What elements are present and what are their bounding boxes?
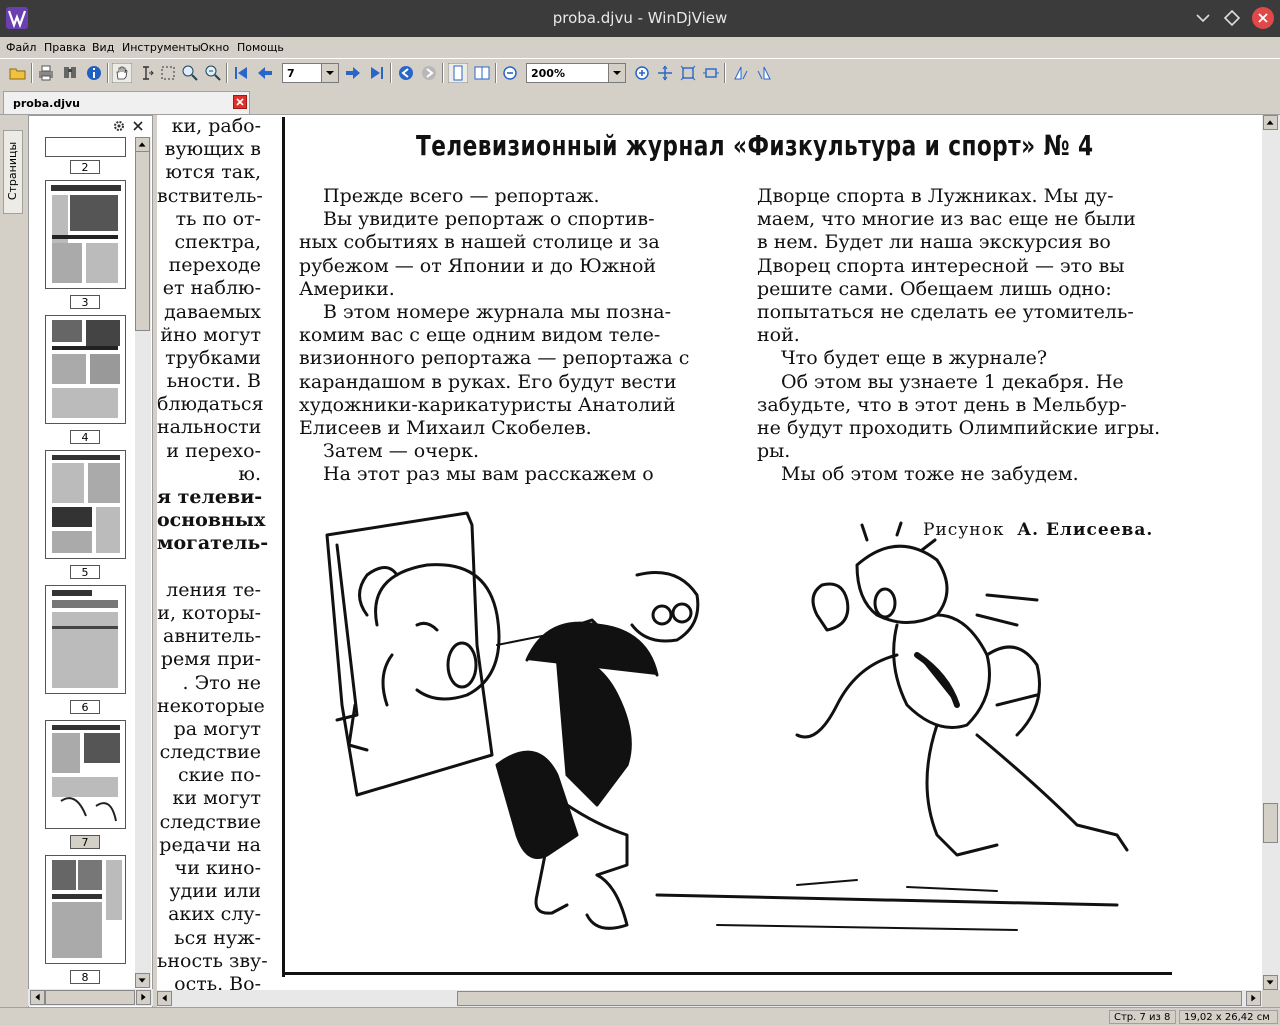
zoom-out-icon[interactable] <box>500 63 520 83</box>
next-page-icon[interactable] <box>343 63 363 83</box>
zoom-rect-icon[interactable] <box>203 63 223 83</box>
maximize-icon[interactable] <box>1222 8 1242 28</box>
page-thumbnail-5[interactable] <box>45 450 126 559</box>
select-area-icon[interactable] <box>158 63 178 83</box>
page-number-label: 6 <box>70 700 100 714</box>
zoom-in-icon[interactable] <box>632 63 652 83</box>
article-line: маем, что многие из вас еще не были <box>757 208 1136 231</box>
previous-column-line: ьности. В <box>166 370 261 393</box>
menu-file[interactable]: Файл <box>6 41 37 54</box>
previous-column-line: спектра, <box>174 230 261 253</box>
page-number-label: 4 <box>70 430 100 444</box>
page-number-label: 3 <box>70 295 100 309</box>
page-number-value: 7 <box>287 67 295 80</box>
previous-column-line: ки могут <box>172 787 261 810</box>
arrow-down-icon <box>136 974 149 987</box>
close-icon <box>1252 7 1274 29</box>
actual-size-icon[interactable] <box>701 63 721 83</box>
thumbnails-scrollbar[interactable] <box>135 137 151 988</box>
status-page: Стр. 7 из 8 <box>1109 1010 1176 1024</box>
page-number-label: 5 <box>70 565 100 579</box>
page-thumbnail-4[interactable] <box>45 315 126 424</box>
tab-pages[interactable] <box>3 130 23 214</box>
article-line: визионного репортажа — репортажа с <box>299 347 690 370</box>
hand-tool-icon[interactable] <box>112 63 132 83</box>
article-line: Дворце спорта в Лужниках. Мы ду- <box>757 185 1114 207</box>
previous-column-line: авнитель- <box>163 625 261 648</box>
article-line: Америки. <box>299 277 395 300</box>
zoom-tool-icon[interactable] <box>180 63 200 83</box>
previous-column-line: вующих в <box>164 138 261 161</box>
article-line: в нем. Будет ли наша экскурсия во <box>757 231 1111 254</box>
title-bar <box>0 0 1280 37</box>
status-page-size: 19,02 x 26,42 см <box>1179 1010 1278 1024</box>
article-line: решите сами. Обещаем лишь одно: <box>757 277 1112 300</box>
previous-column-line: ься нуж- <box>174 926 261 949</box>
article-line: Дворец спорта интересной — это вы <box>757 254 1125 277</box>
page-thumbnail-7[interactable] <box>45 720 126 829</box>
previous-column-line: блюдаться <box>157 393 264 416</box>
article-line: ных событиях в нашей столице и за <box>299 231 660 254</box>
article-column-1 <box>299 185 719 487</box>
previous-column-line: следствие <box>159 810 261 833</box>
scroll-down-button[interactable] <box>1263 975 1278 990</box>
zoom-value: 200% <box>531 67 565 80</box>
zoom-dropdown-button[interactable] <box>608 64 625 82</box>
arrow-left-icon <box>31 991 44 1004</box>
article-line: рубежом — от Японии и до Южной <box>299 254 657 277</box>
info-icon[interactable] <box>84 63 104 83</box>
previous-column-line: трубками <box>165 346 261 369</box>
article-line: комим вас с еще одним видом теле- <box>299 324 661 347</box>
fit-width-icon[interactable] <box>655 63 675 83</box>
zoom-combo[interactable] <box>526 63 626 83</box>
previous-column-line: основных <box>157 509 266 532</box>
open-icon[interactable] <box>8 63 28 83</box>
chevron-down-icon <box>609 64 625 82</box>
arrow-left-icon <box>158 992 171 1005</box>
article-line: художники-карикатуристы Анатолий <box>299 393 676 416</box>
chevron-down-icon <box>322 64 338 82</box>
previous-column-line: . Это не <box>182 671 261 694</box>
scroll-up-button[interactable] <box>1263 115 1278 130</box>
previous-column-line: ость. Во- <box>174 972 261 990</box>
minimize-icon[interactable] <box>1193 8 1213 28</box>
previous-column-line: редачи на <box>159 833 261 856</box>
previous-column-line: ет наблю- <box>162 277 261 300</box>
single-page-icon[interactable] <box>448 63 468 83</box>
illustration-credit: Рисунок А. Елисеева. <box>923 520 1154 540</box>
arrow-down-icon <box>1264 976 1277 989</box>
scroll-right-button[interactable] <box>1246 991 1261 1006</box>
facing-pages-icon[interactable] <box>472 63 492 83</box>
previous-column-line: ские по- <box>178 764 261 787</box>
scroll-thumb[interactable] <box>45 990 135 1005</box>
tab-pages-label: Страницы <box>6 141 19 201</box>
article-column-2 <box>757 185 1177 487</box>
document-horizontal-scrollbar[interactable] <box>157 990 1262 1007</box>
document-view[interactable] <box>157 115 1262 990</box>
article-line: карандашом в руках. Его будут вести <box>299 370 677 393</box>
previous-column-line: могатель- <box>157 532 269 555</box>
bottom-rule <box>282 972 1172 975</box>
article-line: Что будет еще в журнале? <box>781 347 1048 370</box>
cartoon-illustration <box>297 505 1197 965</box>
menu-view[interactable]: Вид <box>92 41 115 54</box>
arrow-right-icon <box>137 991 150 1004</box>
article-line: попытаться не сделать ее утомитель- <box>757 301 1134 324</box>
rotate-left-icon[interactable] <box>731 63 751 83</box>
article-line: Мы об этом тоже не забудем. <box>781 463 1079 486</box>
article-line: Об этом вы узнаете 1 декабря. Не <box>781 370 1124 393</box>
previous-column-line: некоторые <box>157 694 265 717</box>
previous-column-text <box>157 115 267 990</box>
page-number-label: 7 <box>70 835 100 849</box>
scroll-thumb[interactable] <box>457 991 1242 1006</box>
previous-column-line: ра могут <box>173 717 261 740</box>
thumbnails-hscrollbar[interactable] <box>28 989 153 1006</box>
page-dropdown-button[interactable] <box>321 64 338 82</box>
previous-column-line: даваемых <box>164 300 261 323</box>
previous-column-line: вствитель- <box>157 184 263 207</box>
page-thumbnail-6[interactable] <box>45 585 126 694</box>
page-thumbnail-2[interactable] <box>45 137 126 157</box>
thumbnails-header <box>28 115 153 137</box>
toolbar <box>0 58 1280 87</box>
previous-column-line: удии или <box>169 880 261 903</box>
back-icon[interactable] <box>396 63 416 83</box>
previous-column-line: нальности <box>157 416 262 439</box>
find-icon[interactable] <box>60 63 80 83</box>
fit-page-icon[interactable] <box>678 63 698 83</box>
forward-icon[interactable] <box>419 63 439 83</box>
article-line: На этот раз мы вам расскажем о <box>323 463 654 486</box>
scroll-right-button[interactable] <box>136 990 151 1005</box>
previous-column-line: следствие <box>159 741 261 764</box>
menu-edit[interactable]: Правка <box>44 41 86 54</box>
arrow-up-icon <box>1264 116 1277 129</box>
arrow-up-icon <box>136 138 149 151</box>
prev-page-icon[interactable] <box>255 63 275 83</box>
page-number-combo[interactable] <box>282 63 339 83</box>
page-number-label: 8 <box>70 970 100 984</box>
close-panel-icon[interactable] <box>132 120 144 132</box>
previous-column-line: переходе <box>168 254 261 277</box>
previous-column-line: ремя при- <box>160 648 261 671</box>
close-window-button[interactable] <box>1252 7 1274 29</box>
previous-column-line: йно могут <box>160 323 261 346</box>
previous-column-line: чи кино- <box>174 857 261 879</box>
article-headline: Телевизионный журнал «Физкультура и спорт» № 4 <box>416 129 1094 162</box>
print-icon[interactable] <box>36 63 56 83</box>
last-page-icon[interactable] <box>366 63 386 83</box>
document-vertical-scrollbar[interactable] <box>1262 115 1280 990</box>
previous-column-line: ются так, <box>165 161 261 184</box>
scroll-left-button[interactable] <box>157 991 172 1006</box>
article-line: не будут проходить Олимпийские игры. <box>757 417 1161 440</box>
gear-icon[interactable] <box>112 119 126 133</box>
article-line: Прежде всего — репортаж. <box>323 185 600 207</box>
scroll-left-button[interactable] <box>30 990 45 1005</box>
menu-tools[interactable]: Инструменты <box>122 41 201 54</box>
article-line: ной. <box>757 324 800 347</box>
article-line: Вы увидите репортаж о спортив- <box>323 208 655 231</box>
previous-column-line: и, которы- <box>157 601 261 624</box>
menu-help[interactable]: Помощь <box>237 41 284 54</box>
menu-window[interactable]: Окно <box>200 41 230 54</box>
previous-column-line: и перехо- <box>166 439 261 462</box>
previous-column-line: я телеви- <box>157 486 263 508</box>
previous-column-line <box>157 556 261 579</box>
scroll-up-button[interactable] <box>135 137 150 152</box>
status-bar <box>0 1007 1280 1025</box>
window-title: proba.djvu - WinDjView <box>552 9 728 27</box>
select-text-icon[interactable] <box>136 63 156 83</box>
close-tab-button[interactable] <box>233 95 247 109</box>
arrow-right-icon <box>1247 992 1260 1005</box>
previous-column-line: ть по от- <box>175 207 261 230</box>
article-line: Елисеев и Михаил Скобелев. <box>299 417 592 440</box>
close-icon <box>234 96 246 108</box>
menu-bar <box>0 37 1280 58</box>
scroll-thumb[interactable] <box>1263 803 1278 843</box>
previous-column-line: ю. <box>238 462 261 485</box>
scroll-thumb[interactable] <box>135 151 150 331</box>
article-line: ры. <box>757 440 791 463</box>
rotate-right-icon[interactable] <box>754 63 774 83</box>
document-tab-strip <box>0 87 1280 115</box>
column-rule <box>282 117 285 977</box>
previous-column-line: ления те- <box>166 578 261 601</box>
tab-proba-djvu[interactable] <box>3 91 250 114</box>
page-thumbnail-3[interactable] <box>45 180 126 289</box>
scroll-down-button[interactable] <box>135 973 150 988</box>
first-page-icon[interactable] <box>232 63 252 83</box>
article-line: В этом номере журнала мы позна- <box>323 301 672 324</box>
article-line: забудьте, что в этот день в Мельбур- <box>757 393 1127 416</box>
page-thumbnail-8[interactable] <box>45 855 126 964</box>
previous-column-line: аких слу- <box>168 903 261 926</box>
previous-column-line: ьность зву- <box>157 949 268 972</box>
previous-column-line: ки, рабо- <box>171 115 261 137</box>
page-number-label: 2 <box>70 160 100 174</box>
article-line: Затем — очерк. <box>323 440 480 463</box>
tab-label: proba.djvu <box>13 97 80 110</box>
